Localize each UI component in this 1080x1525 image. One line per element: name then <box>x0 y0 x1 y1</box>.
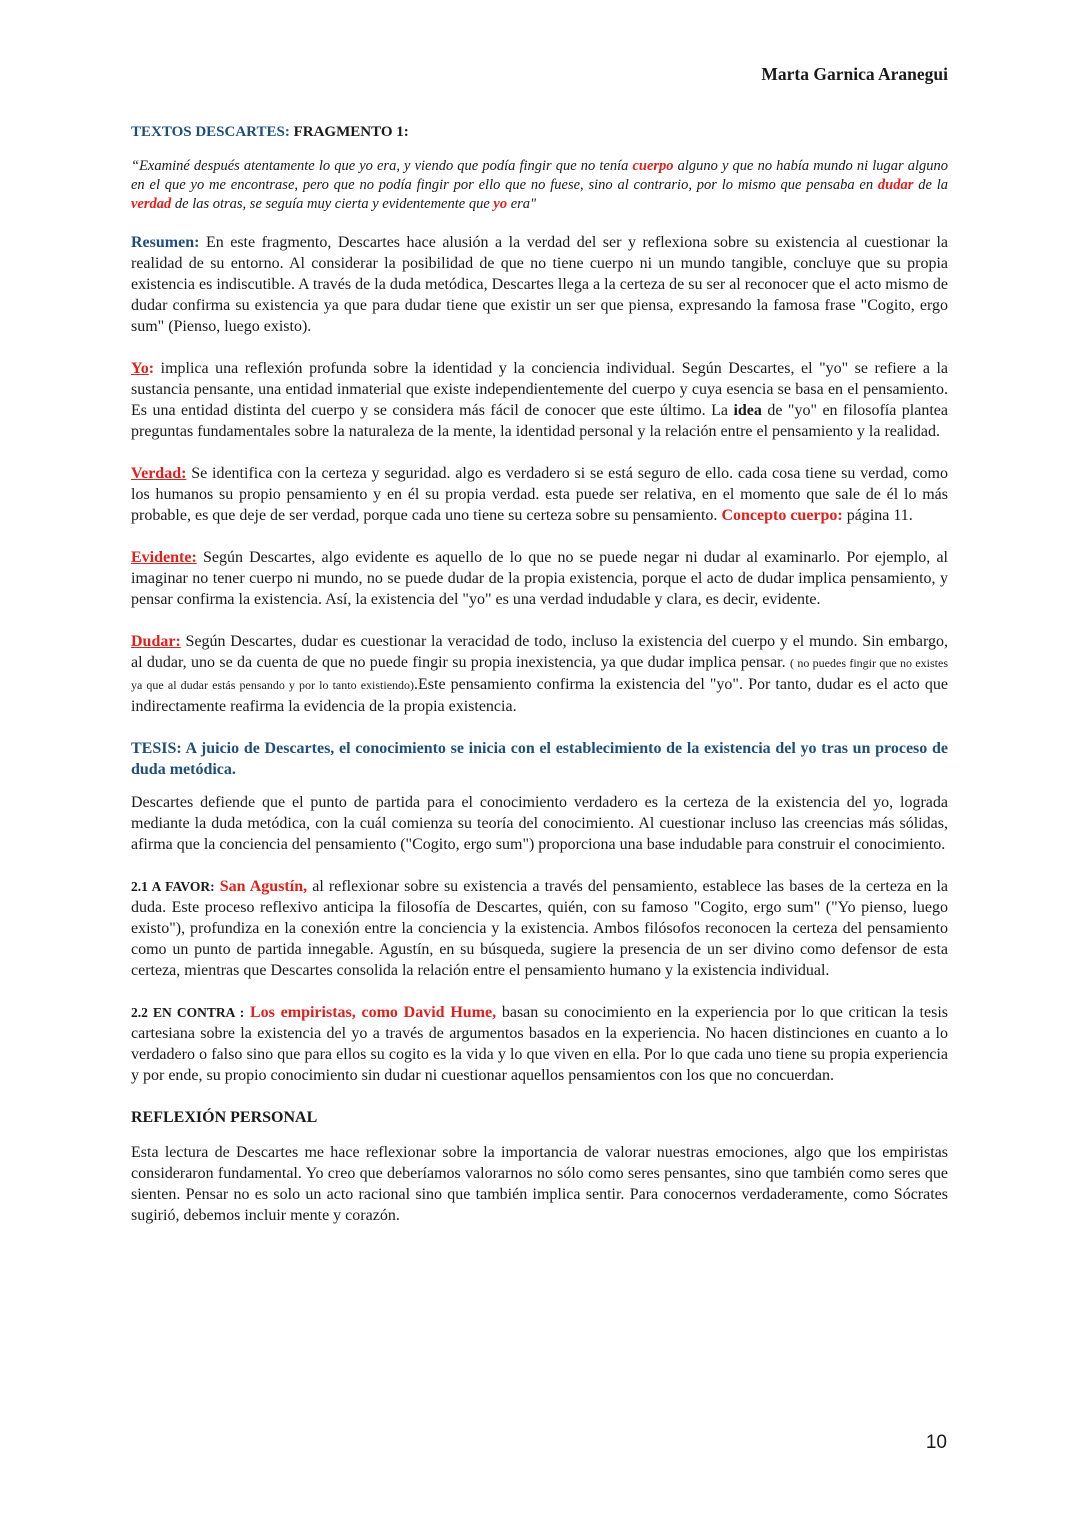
dudar-text-end: .Este pensamiento confirma la existencia del "yo". Por tanto, dudar es el acto que indirectamente reafirma la evidencia de la propia existencia. <box>131 676 948 715</box>
quote-text: era" <box>507 196 537 212</box>
resumen-label: Resumen: <box>131 234 200 251</box>
verdad-paragraph <box>131 463 948 526</box>
reflexion-paragraph: Esta lectura de Descartes me hace reflexionar sobre la importancia de valorar nuestras emociones, algo que los empiristas consideraron fundamental. Yo creo que deberíamos valorarnos no sólo como seres pensantes, sino que también como seres que sienten. Pensar no es solo un acto racional sino que también implica sentir. Para conocernos verdaderamente, como Sócrates sugirió, debemos incluir mente y corazón. <box>131 1144 948 1224</box>
tesis-heading: TESIS: A juicio de Descartes, el conocimiento se inicia con el establecimiento de la existencia del yo tras un proceso de duda metódica. <box>131 740 948 778</box>
quote-keyword-dudar: dudar <box>877 177 914 193</box>
term-dudar: Dudar: <box>131 633 181 650</box>
a-favor-name: San Agustín, <box>219 878 308 895</box>
quote-text: de las otras, se seguía muy cierta y evidentemente que <box>171 196 494 212</box>
term-yo: Yo <box>131 360 149 377</box>
quote-text: “Examiné después atentamente lo que yo era, y viendo que podía fingir que no tenía <box>131 158 633 174</box>
term-yo-colon: : <box>148 360 155 377</box>
en-contra-label: 2.2 EN CONTRA : <box>131 1005 245 1020</box>
idea-word: idea <box>733 402 762 419</box>
concepto-cuerpo-ref: Concepto cuerpo: <box>721 507 843 524</box>
fragment-label: TEXTOS DESCARTES: <box>131 124 290 140</box>
page-number: 10 <box>925 1432 947 1453</box>
quote-keyword-cuerpo: cuerpo <box>632 158 674 174</box>
quote-text: alguno y que no había mundo ni lugar alguno en el que yo me encontrase, pero que no podía fingir por ello que no fuese, sino al contrario, por lo mismo que pensaba en <box>131 158 948 193</box>
term-evidente: Evidente: <box>131 549 197 566</box>
quote-keyword-verdad: verdad <box>131 196 172 212</box>
tesis-paragraph: Descartes defiende que el punto de partida para el conocimiento verdadero es la certeza de la existencia del yo, lograda mediante la duda metódica, con la cuál comienza su teoría del conocimiento. Al cuestionar incluso las creencias más sólidas, afirma que la conciencia del pensamiento ("Cogito, ergo sum") proporciona una base indudable para construir el conocimiento. <box>131 794 948 853</box>
dudar-note: ( no puedes fingir que no existes ya que al dudar estás pensando y por lo tanto existiendo) <box>131 656 949 692</box>
yo-paragraph <box>131 358 948 442</box>
author-name: Marta Garnica Aranegui <box>761 64 948 84</box>
concepto-cuerpo-page: página 11. <box>842 507 913 524</box>
a-favor-text: al reflexionar sobre su existencia a través del pensamiento, establece las bases de la certeza en la duda. Este proceso reflexivo anticipa la filosofía de Descartes, quién, con su famoso "Cogito, ergo sum" ("Yo pienso, luego existo"), profundiza en la conexión entre la conciencia y la existencia. Ambos filósofos reconocen la certeza del pensamiento como un punto de partida innegable. Agustín, en su búsqueda, sugiere la presencia de un ser divino como defensor de esta certeza, mientras que Descartes consolida la relación entre el pensamiento humano y la existencia individual. <box>131 878 948 979</box>
descartes-quote <box>131 157 948 214</box>
en-contra-name: Los empiristas, como David Hume, <box>250 1004 497 1021</box>
fragment-heading <box>131 122 948 143</box>
evidente-text: Según Descartes, algo evidente es aquello de lo que no se puede negar ni dudar al examinarlo. Por ejemplo, al imaginar no tener cuerpo ni mundo, no se puede dudar de la propia existencia, porque el acto de dudar implica pensamiento, y pensar confirma la existencia. Así, la existencia del "yo" es una verdad indudable y clara, es decir, evidente. <box>131 549 948 608</box>
evidente-paragraph <box>131 547 948 610</box>
a-favor-label: 2.1 A FAVOR: <box>131 879 215 894</box>
term-verdad: Verdad: <box>131 465 187 482</box>
yo-text-end: de "yo" en filosofía plantea preguntas fundamentales sobre la naturaleza de la mente, la identidad personal y la relación entre el pensamiento y la realidad. <box>131 402 949 440</box>
quote-keyword-yo: yo <box>493 196 508 212</box>
yo-text: implica una reflexión profunda sobre la identidad y la conciencia individual. Según Descartes, el "yo" se refiere a la sustancia pensante, una entidad inmaterial que existe independientemente del cuerpo y cuya esencia se basa en el pensamiento. Es una entidad distinta del cuerpo y se considera más fácil de conocer que este último. La <box>131 360 948 419</box>
resumen-text: En este fragmento, Descartes hace alusión a la verdad del ser y reflexiona sobre su existencia al cuestionar la realidad de su entorno. Al considerar la posibilidad de que no tiene cuerpo ni un mundo tangible, concluye que su propia existencia es indiscutible. A través de la duda metódica, Descartes llega a la certeza de su ser al reconocer que el acto mismo de dudar confirma su existencia ya que para dudar tiene que existir un ser que piensa, expresando la famosa frase "Cogito, ergo sum" (Pienso, luego existo). <box>131 234 948 335</box>
quote-text: de la <box>913 177 948 193</box>
reflexion-heading: REFLEXIÓN PERSONAL <box>131 1109 318 1126</box>
resumen-paragraph <box>131 232 948 337</box>
a-favor-paragraph <box>131 876 948 981</box>
dudar-paragraph <box>131 631 948 717</box>
en-contra-paragraph <box>131 1002 948 1086</box>
dudar-text: Según Descartes, dudar es cuestionar la veracidad de todo, incluso la existencia del cuerpo y el mundo. Sin embargo, al dudar, uno se da cuenta de que no puede fingir su propia inexistencia, ya que dudar implica pensar. <box>131 633 948 671</box>
en-contra-text: basan su conocimiento en la experiencia por lo que critican la tesis cartesiana sobre la existencia del yo a través de argumentos basados en la experiencia. No hacen distinciones en cuanto a lo verdadero o falso sino que para ellos su cogito es la vida y lo que viven en ella. Por lo que cada uno tiene su propia experiencia y por ende, su propio conocimiento sin dudar ni cuestionar aquellos pensamientos con los que no concuerdan. <box>131 1004 948 1084</box>
verdad-text: Se identifica con la certeza y seguridad. algo es verdadero si se está seguro de ello. cada cosa tiene su verdad, como los humanos su propio pensamiento y en él su propia verdad. esta puede ser relativa, en el momento que sale de él lo más probable, es que deje de ser verdad, porque cada uno tiene su certeza sobre su pensamiento. <box>131 465 948 524</box>
fragment-number: FRAGMENTO 1: <box>293 124 409 140</box>
